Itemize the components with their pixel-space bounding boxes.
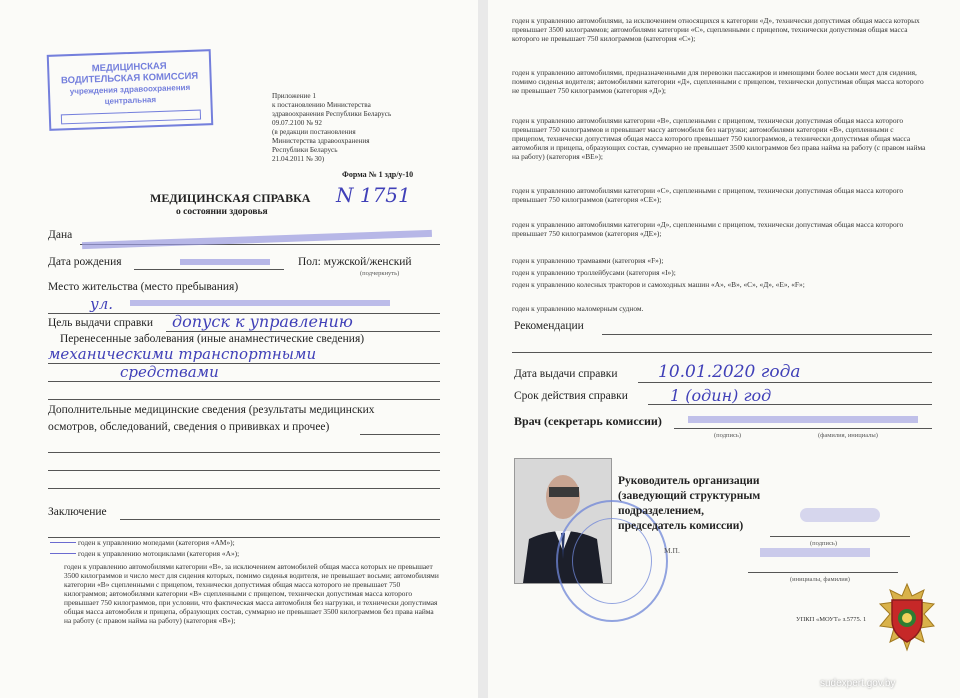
appendix-note: Приложение 1 к постановлению Министерства здравоохранения Республики Беларусь 09.07.2100 № 92 (в редакции постановления Министерства здравоохранения Республики Беларусь 21.04.2011 № 30) [272,92,392,163]
category-f: годен к управлению трамваями (категория «F»); [512,256,664,265]
head-name-redacted [760,548,870,557]
category-de: годен к управлению автомобилями категории «Д», сцепленными с прицепом, технически допустимая общая масса которого превышает 750 килограммов (категория «ДЕ»); [512,220,904,238]
rectangular-stamp: МЕДИЦИНСКАЯ ВОДИТЕЛЬСКАЯ КОМИССИЯ учреждения здравоохранения центральная [47,49,214,131]
category-a: годен к управлению мотоциклами (категория «А»); [78,549,240,558]
birth-date-label: Дата рождения [48,256,122,268]
validity-value: 1 (один) год [670,386,772,405]
purpose-value: допуск к управлению [172,312,353,331]
conclusion-label: Заключение [48,506,107,518]
purpose-label: Цель выдачи справки [48,317,154,329]
diseases-value-1: механическими транспортными [48,345,317,363]
category-boat: годен к управлению маломерным судном. [512,304,644,313]
validity-label: Срок действия справки [514,390,628,402]
redacted-birth-date [180,259,270,265]
head-signature [800,508,880,522]
document-title: МЕДИЦИНСКАЯ СПРАВКА [150,191,311,205]
redacted-address [130,300,390,306]
recommendations-label: Рекомендации [514,320,584,332]
category-ce: годен к управлению автомобилями категории «С», сцепленными с прицепом, технически допустимая общая масса которого превышает 750 килограммов (категория «СЕ»); [512,186,904,204]
additional-info-label-2: осмотров, обследований, сведения о прививках и прочее) [48,421,330,433]
head-of-organization-label: Руководитель организации (заведующий структурным подразделением, председатель комиссии) [618,475,761,532]
residence-value: ул. [90,295,114,313]
diseases-label: Перенесенные заболевания (иные анамнестические сведения) [60,333,365,345]
category-be: годен к управлению автомобилями категории «В», сцепленными с прицепом, технически допустимая общая масса которого превышает 750 килограммов и превышает массу автомобиля без нагрузки; автомобилями категории «В», сцепленными с прицепом, технически допустимая общая масса которого превышает 750 килограммов, а технически допустимая общая масса автомобиля и прицепа, образующих состав, суммарно не превышает 3500 килограммов без права найма на работу (с правом найма на работу) (категория «ВЕ»); [512,116,926,161]
issue-date-value: 10.01.2020 года [658,362,801,382]
redacted-name [82,230,432,249]
gender-label: Пол: мужской/женский [298,256,412,268]
category-b: годен к управлению автомобилями категории «В», за исключением автомобилей общая масса которых не превышает 3500 килограммов и число мест для сидения которых, помимо сиденья водителя, не превышает восьми; автомобилями категории «В» сцепленными с прицепом, технически допустимая общая масса которого не превышает 750 килограммов; автомобилями категории «В» сцепленными с прицепом, технически допустимая масса которого превышает 750 килограммов, при условии, что фактическая масса автомобиля без нагрузки, и технически допустимая общая масса автомобиля и прицепа, образующих состав, суммарно не превышает 3500 килограммов без права найма на работу (с правом найма на работу) (категория «В»); [64,562,439,625]
issued-to-label: Дана [48,229,73,241]
category-am: годен к управлению мопедами (категория «АМ»); [78,538,235,547]
category-c: годен к управлению автомобилями, за исключением относящихся к категории «Д», технически допустимая общая масса которых превышает 3500 килограммов; автомобилями категории «С», сцепленными с прицепом, технически допустимая общая масса которого не превышает 750 килограммов (категория «С»); [512,16,920,43]
residence-label: Место жительства (место пребывания) [48,281,239,293]
category-d: годен к управлению автомобилями, предназначенными для перевозки пассажиров и имеющими более восьми мест для сидения, помимо сиденья водителя; автомобилями категории «Д», сцепленными с прицепом, технически допустимая общая масса которого не превышает 750 килограммов (категория «Д»); [512,68,924,95]
doctor-signature [688,416,918,423]
right-page: годен к управлению автомобилями, за исключением относящихся к категории «Д», технически допустимая общая масса которых превышает 3500 килограммов; автомобилями категории «С», сцепленными с прицепом, технически допустимая общая масса которого не превышает 750 килограммов (категория «С»); годен к управлению автомобилями, предназначенными для перевозки пассажиров и имеющими более восьми мест для сидения, помимо сиденья водителя; автомобилями категории «Д», сцепленными с прицепом, технически допустимая общая масса которого не превышает 750 килограммов (категория «Д»); годен к управлению автомобилями категории «В», сцепленными с прицепом, технически допустимая общая масса которого превышает 750 килограммов и превышает массу автомобиля без нагрузки; автомобилями категории «В», сцепленными с прицепом, технически допустимая общая масса которого превышает 750 килограммов, а технически допустимая общая масса автомобиля и прицепа, образующих состав, суммарно не превышает 3500 килограммов без права найма на работу (с правом найма на работу) (категория «ВЕ»); годен к управлению автомобилями категории «С», сцепленными с прицепом, технически допустимая общая масса которого превышает 750 килограммов (категория «СЕ»); годен к управлению автомобилями категории «Д», сцепленными с прицепом, технически допустимая общая масса которого превышает 750 килограммов (категория «ДЕ»); годен к управлению трамваями (категория «F»); годен к управлению троллейбусами (категория «I»); годен к управлению колесных тракторов и самоходных машин «А», «В», «С», «Д», «Е», «F»; годен к управлению маломерным судном. Рекомендации Дата выдачи справки 10.01.2020 года Срок действия справки 1 (один) год Врач (секретарь комиссии) (подпись) (фамилия, инициалы) [488,0,960,698]
shield-emblem-icon [872,582,942,652]
category-tractors: годен к управлению колесных тракторов и самоходных машин «А», «В», «С», «Д», «Е», «F»; [512,280,805,289]
watermark: sudexpert.gov.by [820,678,896,689]
certificate-number: N 1751 [336,183,411,207]
category-i: годен к управлению троллейбусами (категория «I»); [512,268,676,277]
form-number: Форма № 1 здр/у-10 [342,170,414,179]
left-page: МЕДИЦИНСКАЯ ВОДИТЕЛЬСКАЯ КОМИССИЯ учреждения здравоохранения центральная Приложение 1 к постановлению Министерства здравоохранения Республики Беларусь 09.07.2100 № 92 (в редакции постановления Министерства здравоохранения Республики Беларусь 21.04.2011 № 30) Форма № 1 здр/у-10 МЕДИЦИНСКАЯ СПРАВКА N 1751 о состоянии здоровья Дана Дата рождения Пол: мужской/женский (подчеркнуть) Место жительства (место пребывания) ул. Цель выдачи справки допуск к управлению Перенесенные заболевания (иные анамнестические сведения) механическими транспортными средствами Дополнительные медицинские сведения (результаты медицинских осмотров, обследований, сведения о прививках и прочее) Заключение годен к управлению мопедами (категория «АМ»); годен к управлению мотоциклами (категория «А»); годен к управлению автомобилями категории «В», за исключением автомобилей общая масса которых не превышает 3500 килограммов и число мест для сидения которых, помимо сиденья водителя, не превышает восьми; автомобилями категории «В» сцепленными с прицепом, технически допустимая общая масса которого не превышает 750 килограммов; автомобилями категории «В» сцепленными с прицепом, технически допустимая масса которого превышает 750 килограммов, при условии, что фактическая масса автомобиля без нагрузки, и технически допустимая общая масса автомобиля и прицепа, образующих состав, суммарно не превышает 3500 килограммов без права найма на работу (с правом найма на работу) (категория «В»); [0,0,478,698]
doctor-label: Врач (секретарь комиссии) [514,414,662,428]
diseases-value-2: средствами [120,363,219,381]
print-code: УПКП «МОУТ» з.5775. 1 [796,616,867,623]
additional-info-label-1: Дополнительные медицинские сведения (результаты медицинских [48,404,375,416]
document-subtitle: о состоянии здоровья [176,207,268,217]
issue-date-label: Дата выдачи справки [514,368,618,380]
